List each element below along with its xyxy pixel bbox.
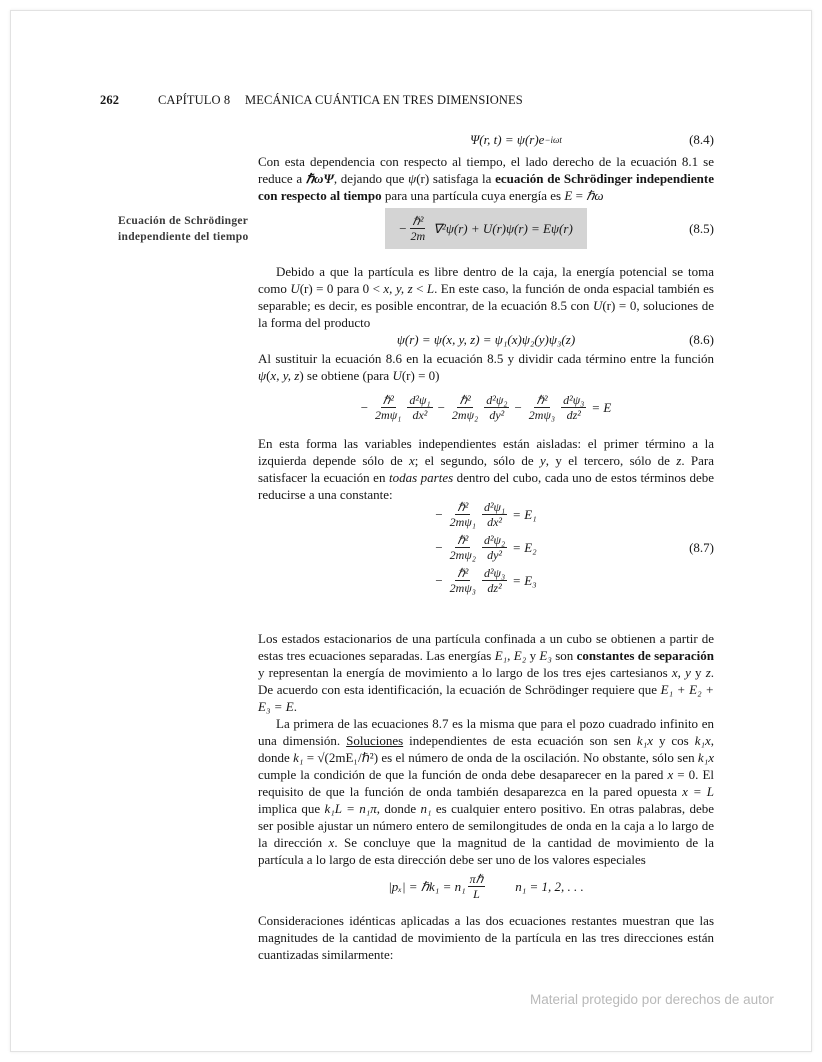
equation-number: (8.7): [689, 539, 714, 555]
numerator: ℏ²: [536, 393, 548, 407]
emphasis-text: k₁: [293, 750, 304, 765]
denominator: 2mψ₃: [449, 581, 476, 595]
text-run: =: [572, 188, 587, 203]
emphasis-text: x: [328, 835, 335, 850]
text-run: <: [412, 281, 427, 296]
fraction: [482, 566, 507, 595]
eq-text: = E: [591, 399, 612, 415]
numerator: d²ψ₃: [483, 566, 506, 580]
fraction: [448, 533, 478, 562]
equation-momentum: [258, 872, 714, 901]
numerator: ℏ²: [459, 393, 471, 407]
equation-row: [432, 533, 539, 562]
numerator: d²ψ₂: [486, 393, 508, 407]
emphasis-text: todas partes: [388, 470, 454, 485]
emphasis-text: E: [564, 188, 573, 203]
emphasis-text: k₁x: [636, 733, 653, 748]
fraction: [448, 500, 478, 529]
paragraph-5: [258, 630, 714, 715]
numerator: d²ψ₁: [409, 393, 431, 407]
chapter-label: CAPÍTULO 8: [158, 93, 231, 107]
text-run: (r) = 0): [401, 368, 440, 383]
paragraph-6: [258, 715, 714, 868]
text-run: (: [266, 368, 271, 383]
highlight-box: [385, 208, 587, 249]
text-run: implica que: [258, 801, 325, 816]
text-run: y representan la energía de movimiento a lo largo de los tres ejes cartesianos: [258, 665, 672, 680]
fraction: [450, 393, 480, 422]
fraction: [409, 214, 428, 243]
text-run: y: [526, 648, 540, 663]
emphasis-text: k₁x: [694, 733, 711, 748]
text-run: La primera de las ecuaciones 8.7 es la misma que para el pozo cuadrado infinito en una dimensión.: [258, 716, 714, 748]
fraction: [468, 872, 486, 901]
emphasis-text: x = L: [682, 784, 714, 799]
text-run: . En este caso, la función de onda espacial también es separable; es decir, es posible encontrar, de la ecuación 8.5 con: [258, 281, 714, 313]
numerator: ℏ²: [412, 214, 424, 228]
copyright-watermark: Material protegido por derechos de autor: [530, 992, 774, 1007]
denominator: dy²: [487, 548, 503, 562]
emphasis-text: n₁: [420, 801, 432, 816]
paragraph-4: [258, 435, 714, 503]
eq-sup: −iωt: [544, 135, 562, 145]
text-run: ) se obtiene (para: [299, 368, 393, 383]
eq-text: ∇²ψ(r) + U(r)ψ(r) = Eψ(r): [433, 220, 573, 236]
text-run: , dejando que: [333, 171, 409, 186]
denominator: 2mψ₁: [449, 515, 476, 529]
eq-text: n₁ = 1, 2, . . .: [515, 878, 584, 894]
chapter-title: MECÁNICA CUÁNTICA EN TRES DIMENSIONES: [245, 93, 523, 107]
denominator: 2mψ₃: [528, 408, 556, 422]
denominator: L: [473, 887, 480, 901]
fraction: [373, 393, 403, 422]
emphasis-text: Soluciones: [346, 733, 404, 748]
numerator: ℏ²: [457, 566, 469, 580]
emphasis-text: y: [540, 453, 546, 468]
emphasis-text: ℏωΨ: [305, 171, 334, 186]
equation-8-7: [258, 500, 714, 595]
numerator: ℏ²: [457, 533, 469, 547]
eq-text: = E₁: [512, 506, 537, 522]
text-run: En esta forma las variables independientes están aisladas: el primer término a la izquierda depende sólo de: [258, 436, 714, 468]
eq-text: = E₃: [512, 572, 537, 588]
text-run: , donde: [258, 733, 714, 765]
emphasis-text: x: [408, 453, 415, 468]
emphasis-text: z: [676, 453, 682, 468]
text-run: Consideraciones idénticas aplicadas a las dos ecuaciones restantes muestran que las magnitudes de la cantidad de movimiento de la partícula en las tres direcciones están cuantizadas similarmente:: [258, 913, 714, 962]
eq-text: Ψ(r, t) = ψ(r)e: [470, 132, 545, 147]
eq-text: −: [514, 399, 522, 415]
equation-row: [432, 566, 539, 595]
numerator: ℏ²: [382, 393, 394, 407]
equation-row: [432, 500, 539, 529]
emphasis-text: E₃: [539, 648, 552, 663]
text-run: = √(2mE₁/ℏ²) es el número de onda de la oscilación. No obstante, sólo sen: [303, 750, 698, 765]
text-run: cumple la condición de que la función de onda debe desaparecer en la pared: [258, 767, 668, 782]
emphasis-text: ecuación de Schrödinger independiente con respecto al tiempo: [258, 171, 714, 203]
emphasis-text: k₁L = n₁π: [324, 801, 377, 816]
equation-8-4: [258, 132, 714, 148]
text-run: (r) = 0, soluciones de la forma del producto: [258, 298, 714, 330]
text-run: para una partícula cuya energía es: [381, 188, 565, 203]
text-run: ,: [507, 648, 514, 663]
denominator: dz²: [566, 408, 581, 422]
numerator: d²ψ₁: [483, 500, 506, 514]
equation-8-5: [258, 208, 714, 249]
emphasis-text: E₁ + E₂ + E₃ = E: [258, 682, 715, 714]
text-run: , y el tercero, sólo de: [545, 453, 677, 468]
eq-text: −: [360, 399, 369, 415]
equation-8-6: [258, 332, 714, 348]
equation-separated-sum: [258, 393, 714, 422]
text-run: . Para satisfacer la ecuación en: [258, 453, 715, 485]
emphasis-text: x: [667, 767, 674, 782]
text-run: Con esta dependencia con respecto al tiempo, el lado derecho de la ecuación 8.1 se reduce a: [258, 154, 714, 186]
text-run: Debido a que la partícula es libre dentro de la caja, la energía potencial se toma como: [258, 264, 714, 296]
text-run: Al sustituir la ecuación 8.6 en la ecuación 8.5 y dividir cada término entre la función: [258, 351, 714, 366]
fraction: [561, 393, 586, 422]
denominator: 2mψ₂: [449, 548, 476, 562]
text-run: . Se concluye que la magnitud de la cantidad de movimiento de la partícula a lo largo de esta dirección debe ser uno de los valores especiales: [258, 835, 714, 867]
fraction: [482, 500, 507, 529]
eq-text: −: [435, 539, 443, 555]
text-run: .: [293, 699, 297, 714]
text-run: , donde: [376, 801, 421, 816]
margin-note-line: Ecuación de Schrödinger: [118, 215, 249, 227]
eq-text: ψ(r) = ψ(x, y, z) = ψ₁(x)ψ₂(y)ψ₃(z): [396, 332, 576, 347]
text-run: independientes de esta ecuación son sen: [403, 733, 637, 748]
fraction: [527, 393, 557, 422]
fraction: [448, 566, 478, 595]
emphasis-text: ψ: [408, 171, 417, 186]
text-run: es cualquier entero positivo. En otras palabras, debe ser posible ajustar un número entero de semilongitudes de onda en la caja a lo largo de la dirección: [258, 801, 714, 850]
eq-text: = E₂: [512, 539, 537, 555]
numerator: d²ψ₂: [483, 533, 506, 547]
equation-number: (8.5): [689, 220, 714, 236]
denominator: dx²: [487, 515, 503, 529]
numerator: d²ψ₃: [563, 393, 585, 407]
paragraph-1: [258, 153, 714, 204]
equation-number: (8.6): [689, 332, 714, 347]
fraction: [407, 393, 432, 422]
equation-number: (8.4): [689, 132, 714, 147]
emphasis-text: E₂: [513, 648, 527, 663]
text-run: = 0. El requisito de que la función de onda también desaparezca en la pared opuesta: [258, 767, 715, 799]
denominator: dy²: [489, 408, 505, 422]
text-run: dentro del cubo, cada uno de estos términos debe reducirse a una constante:: [258, 470, 714, 502]
emphasis-text: ψ: [258, 368, 267, 383]
emphasis-text: x, y, z: [383, 281, 413, 296]
text-run: ; el segundo, sólo de: [414, 453, 540, 468]
emphasis-text: E₁: [494, 648, 508, 663]
fraction: [484, 393, 509, 422]
margin-note-line: independiente del tiempo: [118, 231, 249, 243]
emphasis-text: ℏω: [586, 188, 604, 203]
denominator: 2mψ₁: [375, 408, 402, 422]
emphasis-text: z: [705, 665, 711, 680]
eq-text: −: [437, 399, 445, 415]
eq-text: −: [435, 506, 443, 522]
numerator: ℏ²: [457, 500, 469, 514]
emphasis-text: U: [392, 368, 402, 383]
emphasis-text: constantes de separación: [576, 648, 715, 663]
page-number: 262: [100, 93, 120, 107]
text-run: (r) satisfaga la: [416, 171, 496, 186]
paragraph-7: [258, 912, 714, 963]
margin-note: [118, 213, 249, 245]
emphasis-text: x, y: [671, 665, 691, 680]
fraction: [482, 533, 507, 562]
denominator: 2mψ₂: [451, 408, 479, 422]
denominator: dz²: [487, 581, 502, 595]
paragraph-2: [258, 263, 714, 331]
emphasis-text: U: [290, 281, 300, 296]
text-run: son: [551, 648, 577, 663]
emphasis-text: x, y, z: [270, 368, 300, 383]
denominator: dx²: [412, 408, 428, 422]
text-run: y: [690, 665, 706, 680]
text-run: y cos: [652, 733, 695, 748]
eq-text: −: [435, 572, 443, 588]
text-run: Los estados estacionarios de una partícula confinada a un cubo se obtienen a partir de estas tres ecuaciones separadas. Las energías: [258, 631, 714, 663]
eq-text: −: [399, 220, 407, 236]
emphasis-text: k₁x: [697, 750, 714, 765]
emphasis-text: L: [426, 281, 435, 296]
numerator: πℏ: [469, 872, 484, 886]
text-run: . De acuerdo con esta identificación, la ecuación de Schrödinger requiere que: [258, 665, 715, 697]
paragraph-3: [258, 350, 714, 384]
eq-text: |pₓ| = ℏk₁ = n₁: [388, 878, 466, 894]
denominator: 2m: [410, 229, 426, 243]
text-run: (r) = 0 para 0 <: [299, 281, 384, 296]
emphasis-text: U: [592, 298, 603, 313]
